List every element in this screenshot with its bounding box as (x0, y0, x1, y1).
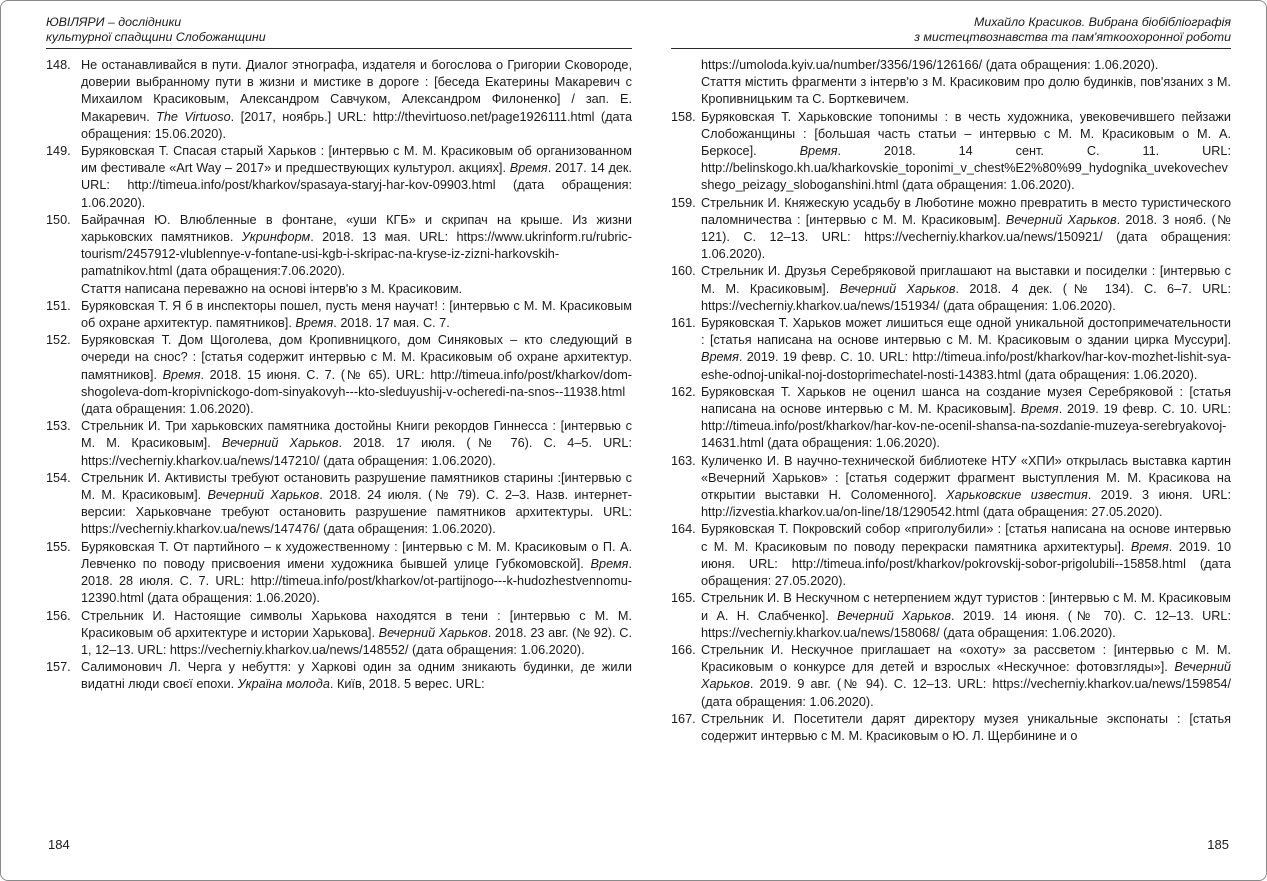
bib-entry (46, 539, 632, 608)
entry-text: Стрельник И. Три харьковских памятника достойны Книги рекордов Гиннесса : [интервью с М. М. Красиковым]. Вечерний Харьков. 2018. 17 июля. (№ 76). С. 4–5. URL: https://vecherniy.kharkov.ua/news/147210/ (дата обращения: 1.06.2020). (81, 419, 632, 468)
entry-number: 162. (671, 384, 696, 399)
bib-entry (671, 315, 1231, 384)
entry-number: 164. (671, 522, 696, 537)
entry-text: Буряковская Т. Дом Щоголева, дом Кропивницкого, дом Синяковых – кто следующий в очереди на снос? : [статья содержит интервью с М. М. Красиковым об охране архитектур. памятников]. Время. 2018. 15 июня. С. 7. (№ 65). URL: http://timeua.info/post/kharkov/dom-shogoleva-dom-kropivnickogo-dom-sinyakovyh---kto-sleduyushij-v-ocheredi-na-snos--11938.html (дата обращения: 1.06.2020). (81, 333, 632, 417)
entry-text: Стрельник И. Княжескую усадьбу в Люботине можно превратить в место туристического паломничества : [интервью с М. М. Красиковым]. Вечерний Харьков. 2018. 3 нояб. (№ 121). С. 12–13. URL: https://vecherniy.kharkov.ua/news/150921/ (дата обращения: 1.06.2020). (701, 195, 1231, 262)
entry-number: 166. (671, 642, 696, 657)
entry-number: 160. (671, 264, 696, 279)
entry-text: Буряковская Т. От партийного – к художественному : [интервью с М. М. Красиковым о П. А. Левченко по поводу присвоения имени художника бывшей улице Губкомовской]. Время. 2018. 28 июля. С. 7. URL: http://timeua.info/post/kharkov/ot-partijnogo---k-hudozhestvennomu-12390.html (дата обращения: 1.06.2020). (81, 539, 632, 606)
entry-number: 151. (46, 298, 71, 313)
running-header-line: Михайло Красиков. Вибрана біобібліографія (974, 15, 1231, 29)
bib-entry (671, 109, 1231, 195)
bib-entry (671, 57, 1231, 109)
running-header-line: культурної спадщини Слобожанщини (46, 29, 266, 44)
page-left (46, 15, 632, 694)
entries (671, 57, 1231, 745)
entry-text: Салимонович Л. Черга у небуття: у Харкові один за одним зникають будинки, де жили видатні люди своєї епохи. Україна молода. Київ, 2018. 5 верес. URL: (81, 660, 632, 692)
bib-entry (671, 263, 1231, 315)
entry-text: Буряковская Т. Спасая старый Харьков : [интервью с М. М. Красиковым об организованном им фестивале «Art Way – 2017» и предшествующих культурол. акциях]. Время. 2017. 14 дек. URL: http://timeua.info/post/kharkov/spasaya-staryj-har-kov-09903.html (дата обращения: 1.06.2020). (81, 144, 632, 210)
entry-number: 156. (46, 608, 71, 623)
entry-text: Не останавливайся в пути. Диалог этнографа, издателя и богослова о Григории Сковороде, доверии выбранному пути в жизни и мистике в дороге : [беседа Екатерины Макаревич с Михаилом Красиковым, Александром Савчуком, Александром Филоненко] / зап. Е. Макаревич. The Virtuoso. [2017, ноябрь.] URL: http://thevirtuoso.net/page1926111.html (дата обращения: 15.06.2020). (81, 58, 633, 141)
bib-entry (671, 590, 1231, 642)
running-header-line: з мистецтвознавства та пам'яткоохоронної роботи (914, 29, 1231, 44)
entry-text: Буряковская Т. Покровский собор «приголубили» : [статья написана на основе интервью с М. М. Красиковым по поводу перекраски памятника архитектуры]. Время. 2019. 10 июня. URL: http://timeua.info/post/kharkov/pokrovskij-sobor-prigolubili--15858.html (дата обращения: 27.05.2020). (701, 522, 1231, 589)
entry-number: 154. (46, 470, 71, 485)
page-number-left: 184 (48, 837, 70, 852)
entry-text: Буряковская Т. Харьковские топонимы : в честь художника, увековечившего пейзажи Слобожанщины : [большая часть статьи – интервью с М. М. Красиковым о М. А. Беркосе]. Время. 2018. 14 сент. С. 11. URL: http://belinskogo.kh.ua/kharkovskie_toponimi_v_chest%E2%80%99_hydognika_uvekovechevshego_peizagy_sloboganshini.html (дата обращения: 1.06.2020). (701, 109, 1231, 193)
bib-entry (671, 642, 1231, 711)
entry-text: Стрельник И. Активисты требуют остановить разрушение памятников старины :[интервью с М. М. Красиковым]. Вечерний Харьков. 2018. 24 июля. (№ 79). С. 2–3. Назв. интернет-версии: Харьковчане требуют остановить разрушение памятников архитектуры. URL: https://vecherniy.kharkov.ua/news/147476/ (дата обращения: 1.06.2020). (81, 470, 632, 537)
entry-number: 167. (671, 711, 696, 726)
bib-entry (46, 57, 632, 143)
bib-entry (671, 453, 1231, 522)
entry-number: 150. (46, 212, 71, 227)
entry-number: 149. (46, 144, 71, 159)
bib-entry (46, 470, 632, 539)
entry-number: 153. (46, 419, 71, 434)
bib-entry (46, 212, 632, 298)
entry-text: Стрельник И. Посетители дарят директору музея уникальные экспонаты : [статья содержит интервью с М. М. Красиковым о Ю. Л. Щербинине и о (701, 711, 1231, 743)
running-header-line: ЮВІЛЯРИ – дослідники (46, 15, 182, 29)
entry-text: https://umoloda.kyiv.ua/number/3356/196/126166/ (дата обращения: 1.06.2020). (701, 58, 1159, 72)
entry-number: 157. (46, 660, 71, 675)
entry-number: 155. (46, 539, 71, 554)
entry-text: Стрельник И. В Нескучном с нетерпением ждут туристов : [интервью с М. М. Красиковым и А. Н. Слабченко]. Вечерний Харьков. 2019. 14 июня. (№ 70). С. 12–13. URL: https://vecherniy.kharkov.ua/news/158068/ (дата обращения: 1.06.2020). (701, 591, 1231, 640)
page-right (671, 15, 1231, 745)
entry-text: Буряковская Т. Харьков не оценил шанса на создание музея Серебряковой : [статья написана на основе интервью с М. М. Красиковым]. Время. 2019. 19 февр. С. 10. URL: http://timeua.info/post/kharkov/har-kov-ne-ocenil-shansa-na-sozdanie-muzeya-serebryakovoj-14631.html (дата обращения: 1.06.2020). (701, 384, 1231, 451)
entry-text: Куличенко И. В научно-технической библиотеке НТУ «ХПИ» открылась выставка картин «Вечерний Харьков» : [статья содержит фрагмент выступления М. М. Красикова на открытии выставки Н. Соломенного]. Харьковские известия. 2019. 3 июня. URL: http://izvestia.kharkov.ua/on-line/18/1290542.html (дата обращения: 27.05.2020). (701, 453, 1231, 520)
entry-text: Стрельник И. Друзья Серебряковой приглашают на выставки и посиделки : [интервью с М. М. Красиковым]. Вечерний Харьков. 2018. 4 дек. (№ 134). С. 6–7. URL: https://vecherniy.kharkov.ua/news/151934/ (дата обращения: 1.06.2020). (701, 264, 1231, 313)
bib-entry (46, 608, 632, 660)
running-header-right (671, 15, 1231, 49)
entry-number: 158. (671, 109, 696, 124)
entry-text: Стрельник И. Настоящие символы Харькова находятся в тени : [интервью с М. М. Красиковым об архитектуре и истории Харькова]. Вечерний Харьков. 2018. 23 авг. (№ 92). С. 1, 12–13. URL: https://vecherniy.kharkov.ua/news/148552/ (дата обращения: 1.06.2020). (81, 608, 632, 657)
entry-text: Буряковская Т. Харьков может лишиться еще одной уникальной достопримечательности : [статья написана на основе интервью с М. М. Красиковым о здании цирка Муссури]. Время. 2019. 19 февр. С. 10. URL: http://timeua.info/post/kharkov/har-kov-mozhet-lishit-sya-eshe-odnoj-unikal-noj-dostoprimechatel-nosti-14383.html (дата обращения: 1.06.2020). (701, 316, 1231, 382)
bib-entry (671, 195, 1231, 264)
entry-number: 161. (671, 316, 696, 331)
entry-number: 163. (671, 453, 696, 468)
entry-text: Байрачная Ю. Влюбленные в фонтане, «уши КГБ» и скрипач на крыше. Из жизни харьковских памятников. Укринформ. 2018. 13 мая. URL: https://www.ukrinform.ru/rubric-tourism/2457912-vlublennye-v-fontane-usi-kgb-i-skripac-na-kryse-iz-zizni-harkovskih-pamatnikov.html (дата обращения:7.06.2020). (81, 212, 632, 279)
entry-number: 159. (671, 195, 696, 210)
entry-text: Стрельник И. Нескучное приглашает на «охоту» за рассветом : [интервью с М. М. Красиковым о конкурсе для детей и взрослых «Нескучное: фотовзгляды»]. Вечерний Харьков. 2019. 9 авг. (№ 94). С. 12–13. URL: https://vecherniy.kharkov.ua/news/159854/ (дата обращения: 1.06.2020). (701, 642, 1231, 709)
bib-entry (46, 143, 632, 212)
bib-entry (46, 298, 632, 332)
bib-entry (671, 521, 1231, 590)
entry-number: 152. (46, 333, 71, 348)
bib-entry (46, 332, 632, 418)
entry-note: Стаття містить фрагменти з інтерв'ю з М. Красиковим про долю будинків, пов'язаних з М. Кропивницьким та С. Борткевичем. (701, 75, 1231, 107)
entry-number: 148. (46, 58, 71, 72)
entry-note: Стаття написана переважно на основі інтерв'ю з М. Красиковим. (81, 281, 463, 296)
bib-entry (671, 711, 1231, 745)
page-number-right: 185 (1207, 837, 1229, 852)
bib-entry (671, 384, 1231, 453)
bib-entry (46, 418, 632, 470)
entry-number: 165. (671, 591, 696, 606)
bib-entry (46, 659, 632, 693)
running-header-left (46, 15, 632, 49)
entry-text: Буряковская Т. Я б в инспекторы пошел, пусть меня научат! : [интервью с М. М. Красиковым об охране архитектур. памятников]. Время. 2018. 17 мая. С. 7. (81, 298, 632, 331)
entries (46, 57, 632, 694)
